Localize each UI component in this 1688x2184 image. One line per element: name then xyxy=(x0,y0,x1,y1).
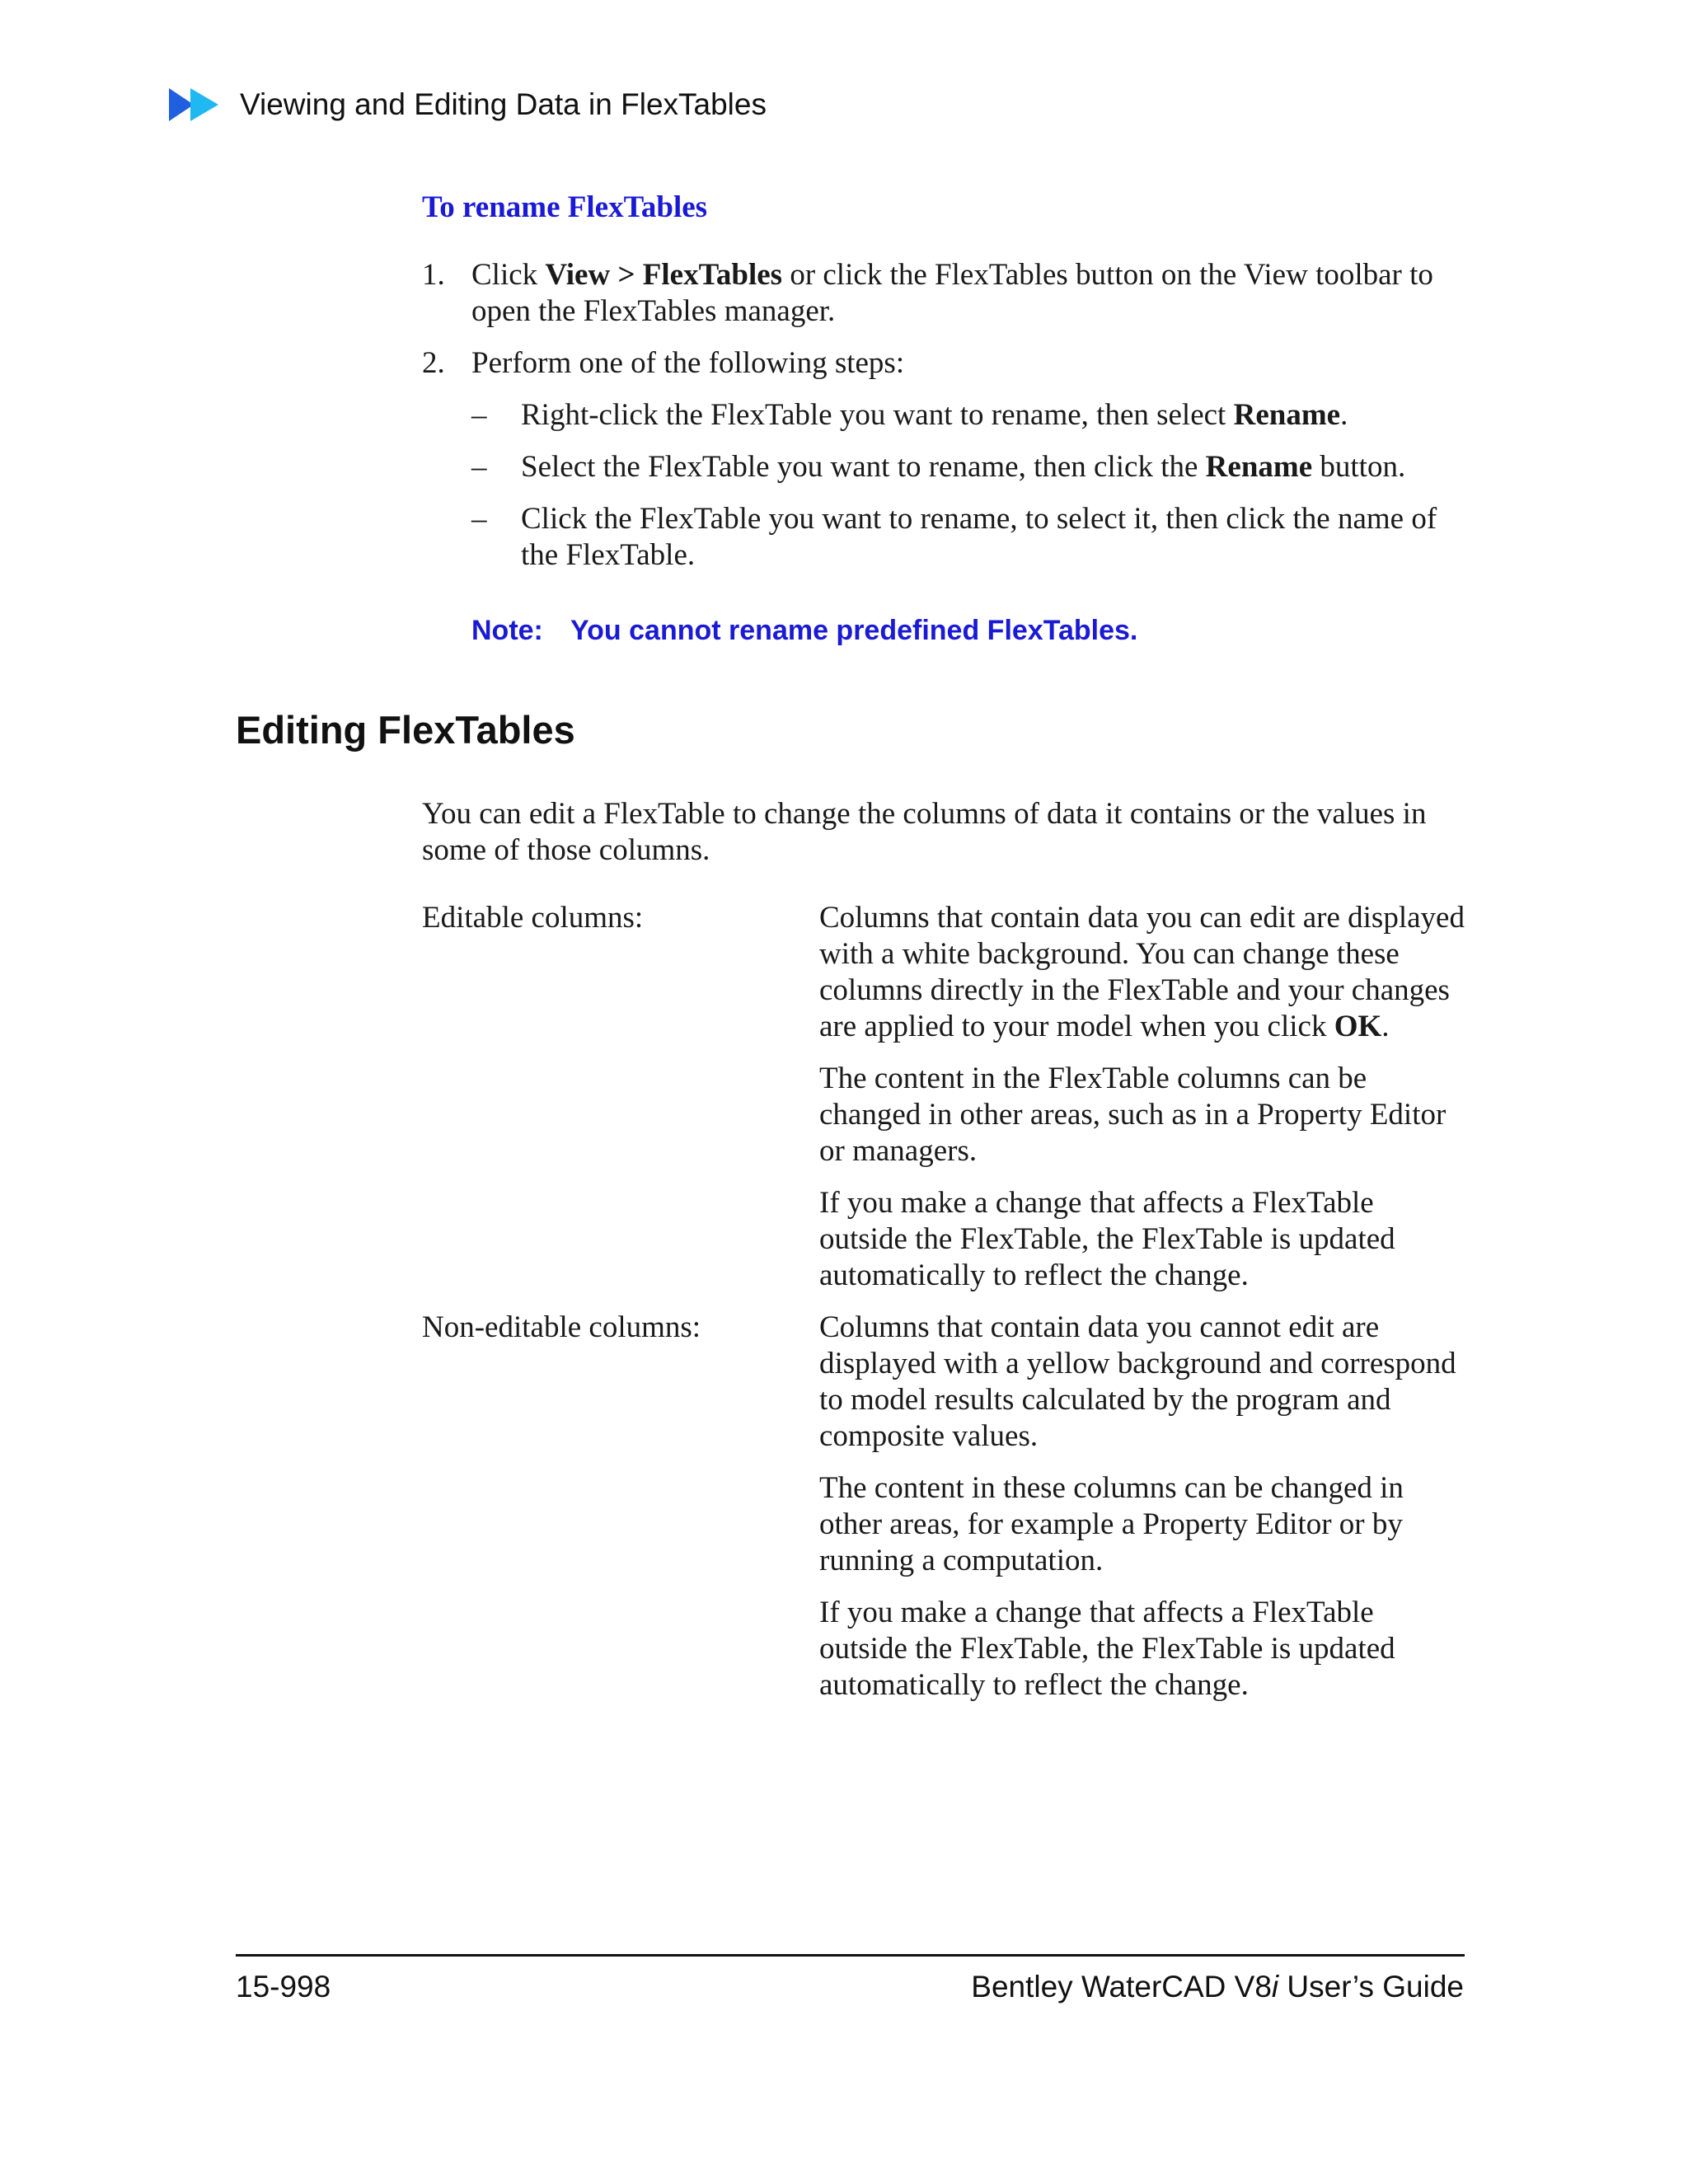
step-text-post: or click the FlexTables button on the View toolbar to open the FlexTables manager. xyxy=(471,258,1433,328)
sub-step-text-post: button. xyxy=(1312,450,1406,484)
sub-step-text-post: . xyxy=(1340,398,1348,432)
note-label: Note: xyxy=(471,615,543,646)
sub-step-3 xyxy=(471,501,1461,574)
definition-description xyxy=(819,1310,1469,1719)
guide-title-main: Bentley WaterCAD V8 xyxy=(971,1970,1272,2004)
sub-step-text-pre: Right-click the FlexTable you want to rename, then select xyxy=(521,398,1234,432)
procedure-title: To rename FlexTables xyxy=(422,190,708,224)
sub-step-2 xyxy=(471,449,1461,485)
running-header-title: Viewing and Editing Data in FlexTables xyxy=(240,87,767,121)
sub-step-1 xyxy=(471,397,1461,434)
double-chevron-right-icon xyxy=(169,87,222,123)
page-number: 15-998 xyxy=(236,1970,331,2004)
rename-command-label: Rename xyxy=(1233,398,1341,432)
procedure-steps xyxy=(422,257,1461,589)
dash-bullet: – xyxy=(471,398,487,432)
section-heading: Editing FlexTables xyxy=(236,708,575,752)
step-number: 1. xyxy=(422,258,445,292)
menu-view-label: View xyxy=(545,258,611,292)
guide-title-italic: i xyxy=(1271,1970,1279,2004)
definition-description xyxy=(819,900,1469,1310)
note xyxy=(471,615,1137,647)
menu-flextables-label: FlexTables xyxy=(642,258,783,292)
step-1 xyxy=(422,257,1461,330)
definition-list xyxy=(422,900,1469,1719)
section-intro: You can edit a FlexTable to change the columns of data it contains or the values in some of those columns. xyxy=(422,797,1427,867)
paragraph-text: Columns that contain data you can edit are displayed with a white background. You can change these columns directly in the FlexTable and your changes are applied to your model when you click xyxy=(819,901,1465,1043)
definition-term: Editable columns: xyxy=(422,901,644,935)
dash-bullet: – xyxy=(471,450,487,484)
running-header xyxy=(169,87,767,123)
paragraph-text-end: . xyxy=(1381,1010,1390,1043)
definition-paragraph: If you make a change that affects a FlexTable outside the FlexTable, the FlexTable is updated automatically to reflect the change. xyxy=(819,1596,1395,1702)
definition-paragraph: Columns that contain data you cannot edit are displayed with a yellow background and correspond to model results calculated by the program and composite values. xyxy=(819,1310,1456,1453)
footer-divider xyxy=(236,1954,1465,1957)
dash-bullet: – xyxy=(471,502,487,536)
ok-button-label: OK xyxy=(1334,1010,1382,1043)
definition-paragraph: The content in these columns can be changed in other areas, for example a Property Editor or by running a computation. xyxy=(819,1471,1404,1577)
definition-row-editable xyxy=(422,900,1469,1310)
sub-step-text-pre: Select the FlexTable you want to rename, then click the xyxy=(521,450,1206,484)
note-text: You cannot rename predefined FlexTables. xyxy=(570,615,1138,646)
step-text xyxy=(471,257,1461,330)
guide-title-suffix: User’s Guide xyxy=(1278,1970,1464,2004)
definition-paragraph: The content in the FlexTable columns can be changed in other areas, such as in a Property Editor or managers. xyxy=(819,1062,1447,1168)
definition-paragraph: If you make a change that affects a FlexTable outside the FlexTable, the FlexTable is updated automatically to reflect the change. xyxy=(819,1186,1395,1292)
guide-title xyxy=(971,1970,1464,2004)
sub-step-text xyxy=(521,397,1348,434)
definition-term: Non-editable columns: xyxy=(422,1310,701,1344)
menu-separator: > xyxy=(610,258,643,292)
step-text: Perform one of the following steps: xyxy=(471,346,905,380)
step-text-pre: Click xyxy=(471,258,546,292)
step-number: 2. xyxy=(422,346,445,380)
sub-step-text xyxy=(521,449,1405,485)
step-body xyxy=(471,345,1461,574)
sub-step-text: Click the FlexTable you want to rename, to select it, then click the name of the FlexTable. xyxy=(521,502,1437,572)
definition-paragraph xyxy=(819,900,1469,1045)
definition-row-non-editable xyxy=(422,1310,1469,1719)
step-2 xyxy=(422,345,1461,574)
rename-button-label: Rename xyxy=(1205,450,1313,484)
